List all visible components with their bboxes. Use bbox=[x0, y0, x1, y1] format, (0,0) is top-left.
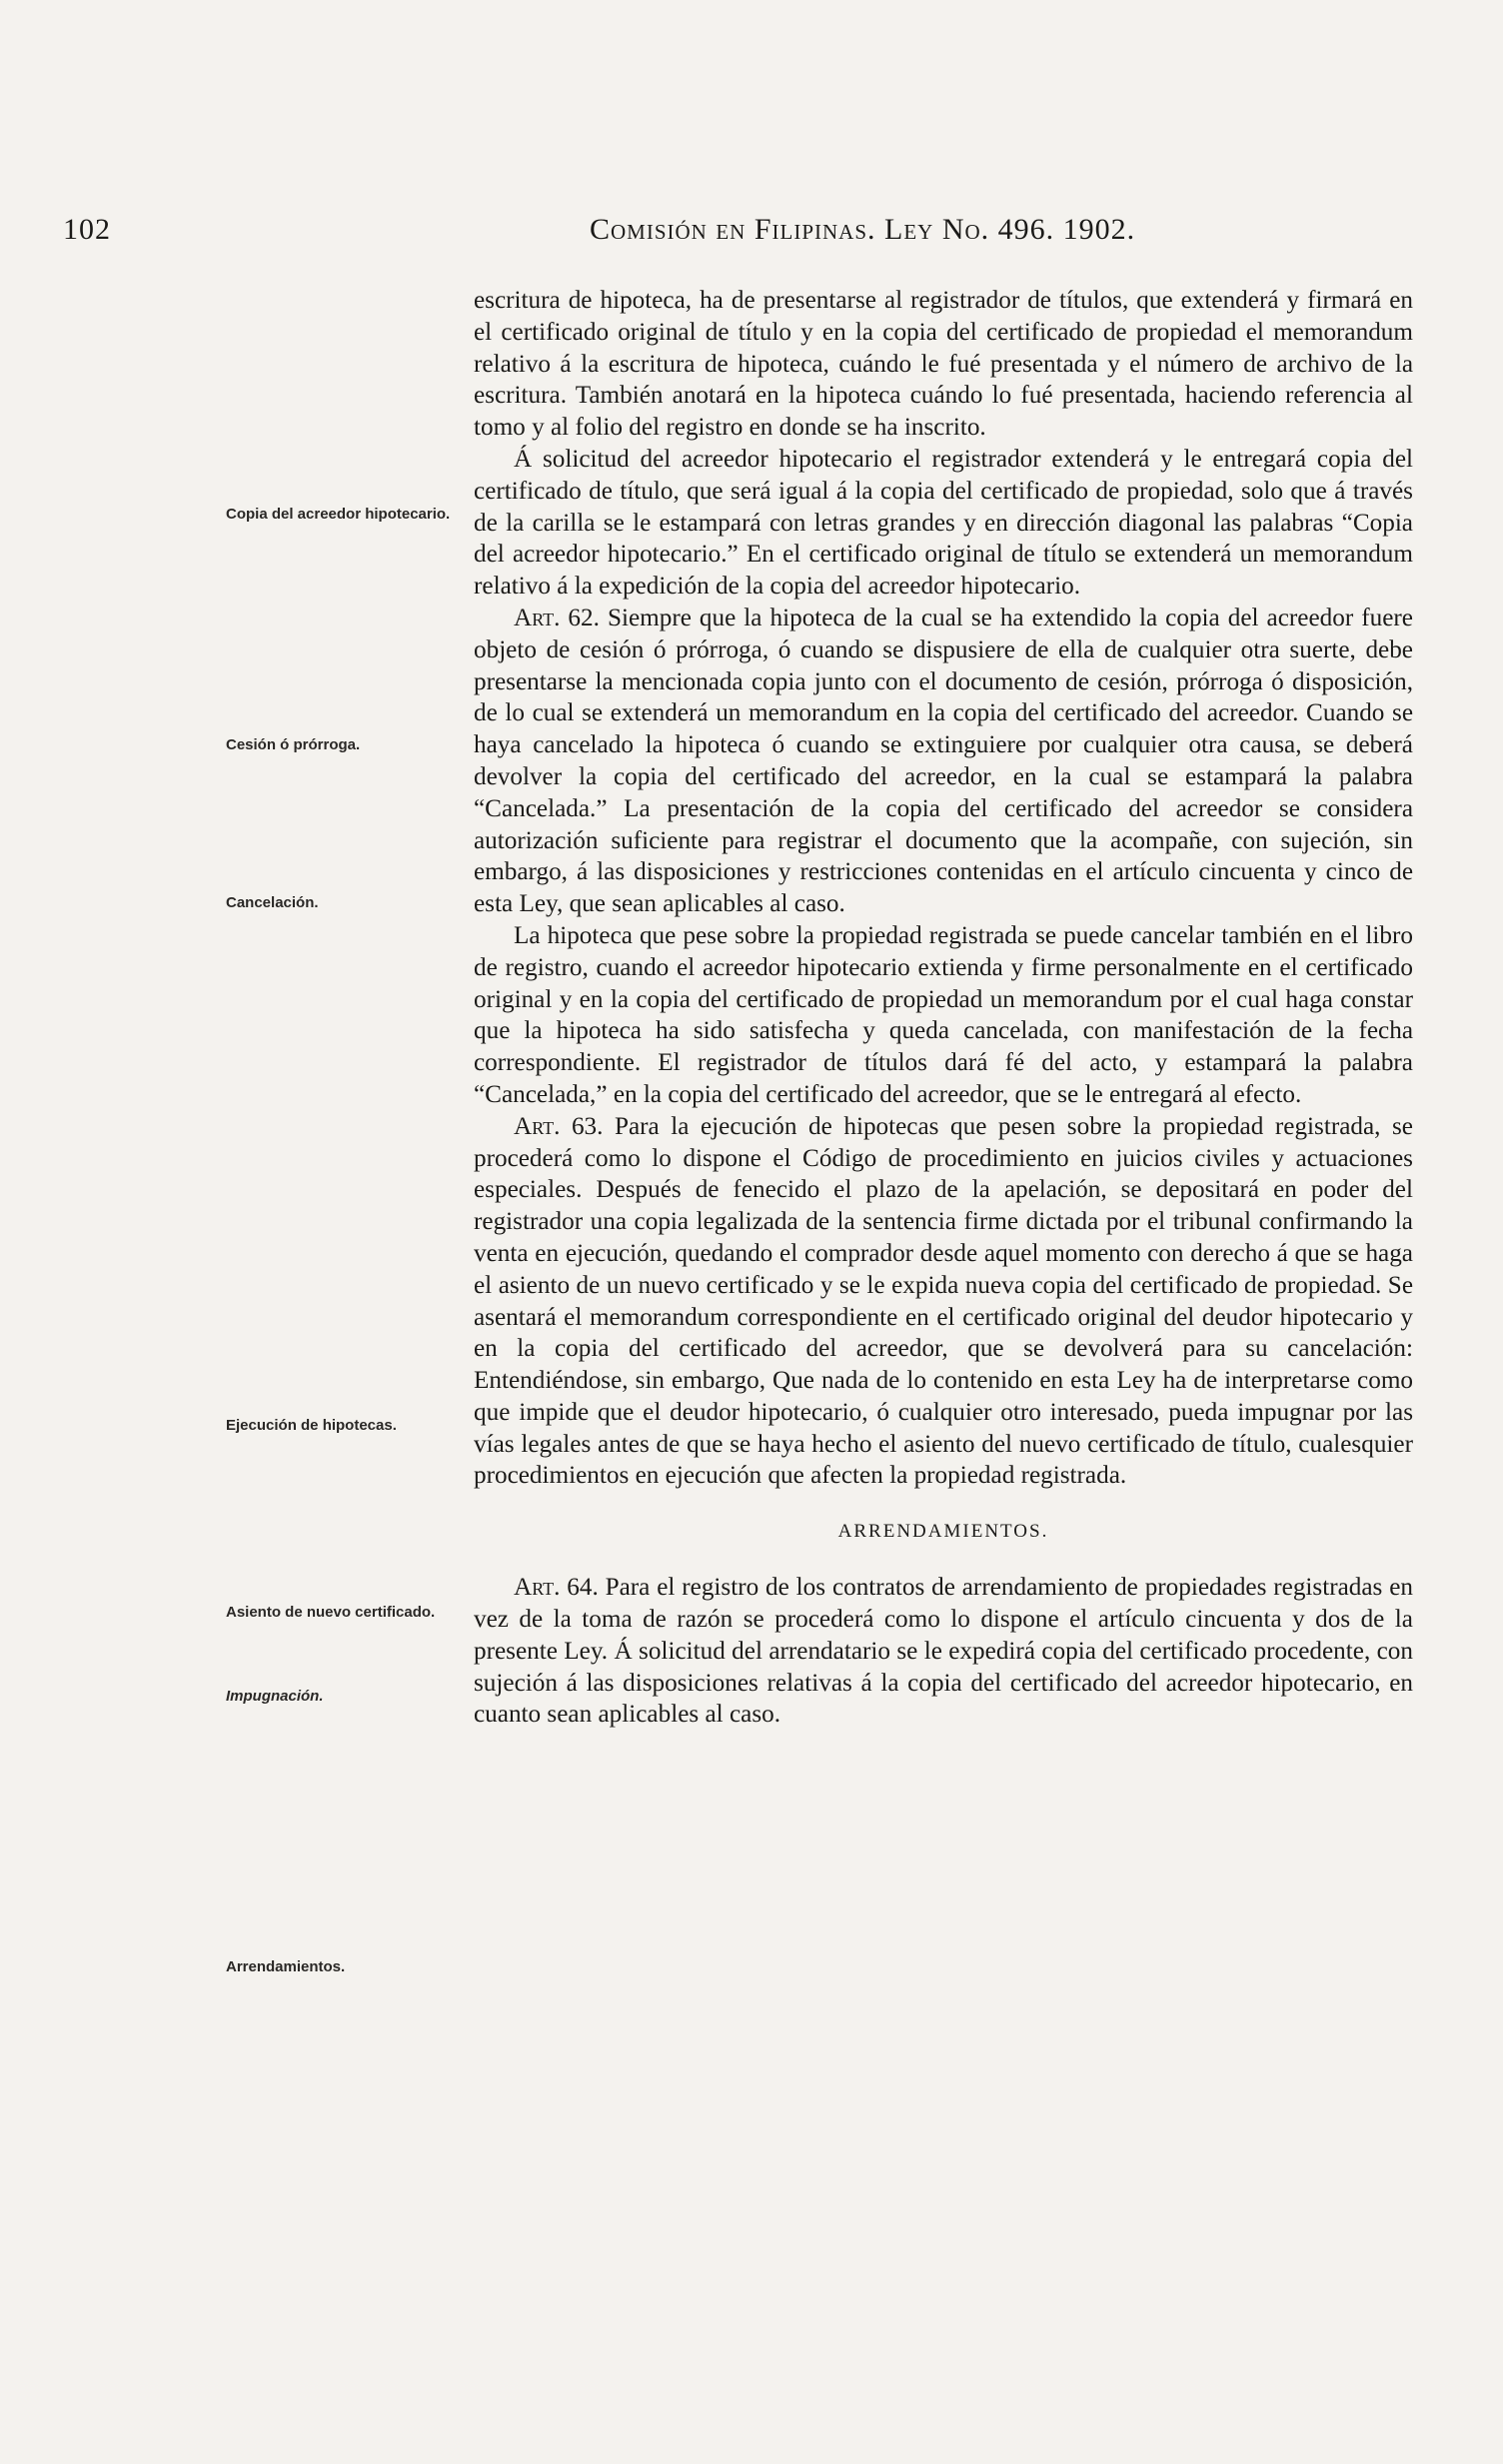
margin-note-copia-acreedor: Copia del acreedor hipotecario. bbox=[226, 506, 451, 523]
article-63-text: Para la ejecución de hipotecas que pesen sobre la propiedad registrada, se procederá como lo dispone el Código de procedimiento en juicios civiles y actuaciones especiales. Después de fenecido el plazo de la apelación, se depositará en poder del registrador una copia legalizada de la sentencia firme dictada por el tribunal confirmando la venta en ejecución, quedando el comprador desde aquel momento con derecho á que se haga el asiento de un nuevo certificado y se le expida nueva copia del certificado de propiedad. Se asentará el memorandum correspondiente en el certificado original del deudor hipotecario y en la copia del certificado del acreedor, que se devolverá para su cancelación: Entendiéndose, sin embargo, Que nada de lo contenido en esta Ley ha de interpretarse como que impide que el deudor hipotecario, ó cualquier otro interesado, pueda impugnar por las vías legales antes de que se haya hecho el asiento del nuevo certificado de título, cualesquier procedimientos en ejecución que afecten la propiedad registrada. bbox=[474, 1112, 1413, 1490]
article-64-text: Para el registro de los contratos de arrendamiento de propiedades registradas en vez de la toma de razón se procederá como lo dispone el artículo cincuenta y dos de la presente Ley. Á solicitud del arrendatario se le expedirá copia del certificado procedente, con sujeción á las disposiciones relativas á la copia del certificado del acreedor hipotecario, en cuanto sean aplicables al caso. bbox=[474, 1574, 1413, 1729]
margin-note-cancelacion: Cancelación. bbox=[226, 894, 319, 911]
body-text bbox=[474, 285, 1413, 1731]
margin-note-arrendamientos: Arrendamientos. bbox=[226, 1958, 346, 1975]
paragraph-art-64 bbox=[474, 1572, 1413, 1731]
margin-note-ejecucion: Ejecución de hipotecas. bbox=[226, 1417, 397, 1434]
running-head bbox=[0, 213, 1503, 253]
running-head-title: Comisión en Filipinas. Ley No. 496. 1902. bbox=[590, 213, 1136, 246]
article-label-62: Art. 62. bbox=[514, 604, 600, 631]
paragraph-escritura: escritura de hipoteca, ha de presentarse al registrador de títulos, que extenderá y firmará en el certificado original de título y en la copia del certificado de propiedad el memorandum relativo á la escritura de hipoteca, cuándo le fué presentada y el número de archivo de la escritura. También anotará en la hipoteca cuándo lo fué presentada, haciendo referencia al tomo y al folio del registro en donde se ha inscrito. bbox=[474, 287, 1413, 442]
article-label-64: Art. 64. bbox=[514, 1574, 599, 1602]
page-number: 102 bbox=[63, 213, 111, 246]
margin-note-asiento: Asiento de nuevo certificado. bbox=[226, 1604, 436, 1621]
section-heading-arrendamientos: ARRENDAMIENTOS. bbox=[837, 1521, 1049, 1543]
margin-note-cesion: Cesión ó prórroga. bbox=[226, 736, 361, 753]
article-62-text: Siempre que la hipoteca de la cual se ha extendido la copia del acreedor fuere objeto de cesión ó prórroga, ó cuando se dispusiere de ella de cualquier otra suerte, debe presentarse la mencionada copia junto con el documento de cesión, prórroga ó disposición, de lo cual se extenderá un memorandum en la copia del certificado del acreedor. Cuando se haya cancelado la hipoteca ó cuando se extinguiere por cualquier otra causa, se deberá devolver la copia del certificado del acreedor, en la cual se estampará la palabra “Cancelada.” La presentación de la copia del certificado del acreedor se considera autorización suficiente para registrar el documento que la acompañe, con sujeción, sin embargo, á las disposiciones y restricciones contenidas en el artículo cincuenta y cinco de esta Ley, que sean aplicables al caso. bbox=[474, 604, 1413, 918]
paragraph-cancelacion-libro: La hipoteca que pese sobre la propiedad registrada se puede cancelar también en el libro de registro, cuando el acreedor hipotecario extienda y firme personalmente en el certificado original y en la copia del certificado de propiedad un memorandum por el cual haga constar que la hipoteca ha sido satisfecha y queda cancelada, con manifestación de la fecha correspondiente. El registrador de títulos dará fé del acto, y estampará la palabra “Cancelada,” en la copia del certificado del acreedor, que se le entregará al efecto. bbox=[474, 921, 1413, 1108]
article-label-63: Art. 63. bbox=[514, 1112, 604, 1140]
paragraph-art-62 bbox=[474, 603, 1413, 920]
paragraph-art-63 bbox=[474, 1111, 1413, 1493]
margin-note-impugnacion: Impugnación. bbox=[226, 1688, 324, 1705]
paragraph-copia-acreedor: Á solicitud del acreedor hipotecario el registrador extenderá y le entregará copia del certificado de título, que será igual á la copia del certificado de propiedad, solo que á través de la carilla se le estampará con letras grandes y en dirección diagonal las palabras “Copia del acreedor hipotecario.” En el certificado original de título se extenderá un memorandum relativo á la expedición de la copia del acreedor hipotecario. bbox=[474, 445, 1413, 601]
